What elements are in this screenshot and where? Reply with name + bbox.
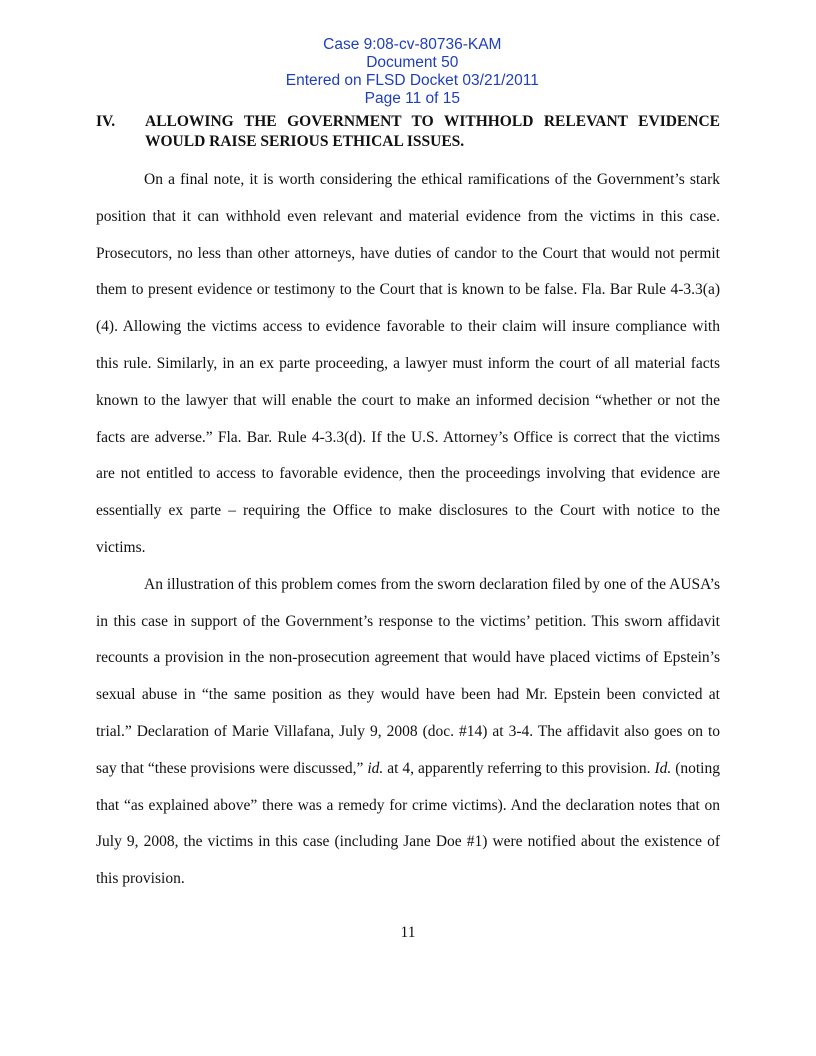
page-number: 11 <box>400 924 416 941</box>
paragraph-2-part-3: (noting that “as explained above” there was a remedy for crime victims). And the declaration notes that on July 9, 2008, the victims in this case (including Jane Doe #1) were notified about the existence of this provision. <box>96 759 720 888</box>
paragraph-2-part-1: An illustration of this problem comes from the sworn declaration filed by one of the AUSA’s in this case in support of the Government’s response to the victims’ petition. This sworn affidavit recounts a provision in the non-prosecution agreement that would have placed victims of Epstein’s sexual abuse in “the same position as they would have been had Mr. Epstein been convicted at trial.” Declaration of Marie Villafana, July 9, 2008 (doc. #14) at 3-4. The affidavit also goes on to say that “these provisions were discussed,” <box>96 575 720 777</box>
docket-entry-date: Entered on FLSD Docket 03/21/2011 <box>285 72 539 89</box>
case-number: Case 9:08-cv-80736-KAM <box>323 36 502 53</box>
section-heading <box>96 112 720 152</box>
docket-header <box>0 18 816 108</box>
paragraph-2 <box>96 567 720 898</box>
section-title-line-1: ALLOWING THE GOVERNMENT TO WITHHOLD RELEVANT EVIDENCE <box>145 113 720 130</box>
document-number: Document 50 <box>366 54 459 71</box>
citation-id-upper: Id. <box>654 759 672 777</box>
citation-id-lower: id. <box>367 759 384 777</box>
section-number: IV. <box>96 113 116 130</box>
paragraph-2-part-2: at 4, apparently referring to this provision. <box>383 759 655 777</box>
document-body <box>96 112 720 898</box>
section-title <box>145 112 720 152</box>
section-title-line-2: WOULD RAISE SERIOUS ETHICAL ISSUES. <box>145 133 465 150</box>
paragraph-1: On a final note, it is worth considering the ethical ramifications of the Government’s stark position that it can withhold even relevant and material evidence from the victims in this case. Prosecutors, no less than other attorneys, have duties of candor to the Court that would not permit them to present evidence or testimony to the Court that is known to be false. Fla. Bar Rule 4-3.3(a)(4). Allowing the victims access to evidence favorable to their claim will insure compliance with this rule. Similarly, in an ex parte proceeding, a lawyer must inform the court of all material facts known to the lawyer that will enable the court to make an informed decision “whether or not the facts are adverse.” Fla. Bar. Rule 4-3.3(d). If the U.S. Attorney’s Office is correct that the victims are not entitled to access to favorable evidence, then the proceedings involving that evidence are essentially ex parte – requiring the Office to make disclosures to the Court with notice to the victims. <box>96 171 720 556</box>
page-count: Page 11 of 15 <box>364 90 460 107</box>
